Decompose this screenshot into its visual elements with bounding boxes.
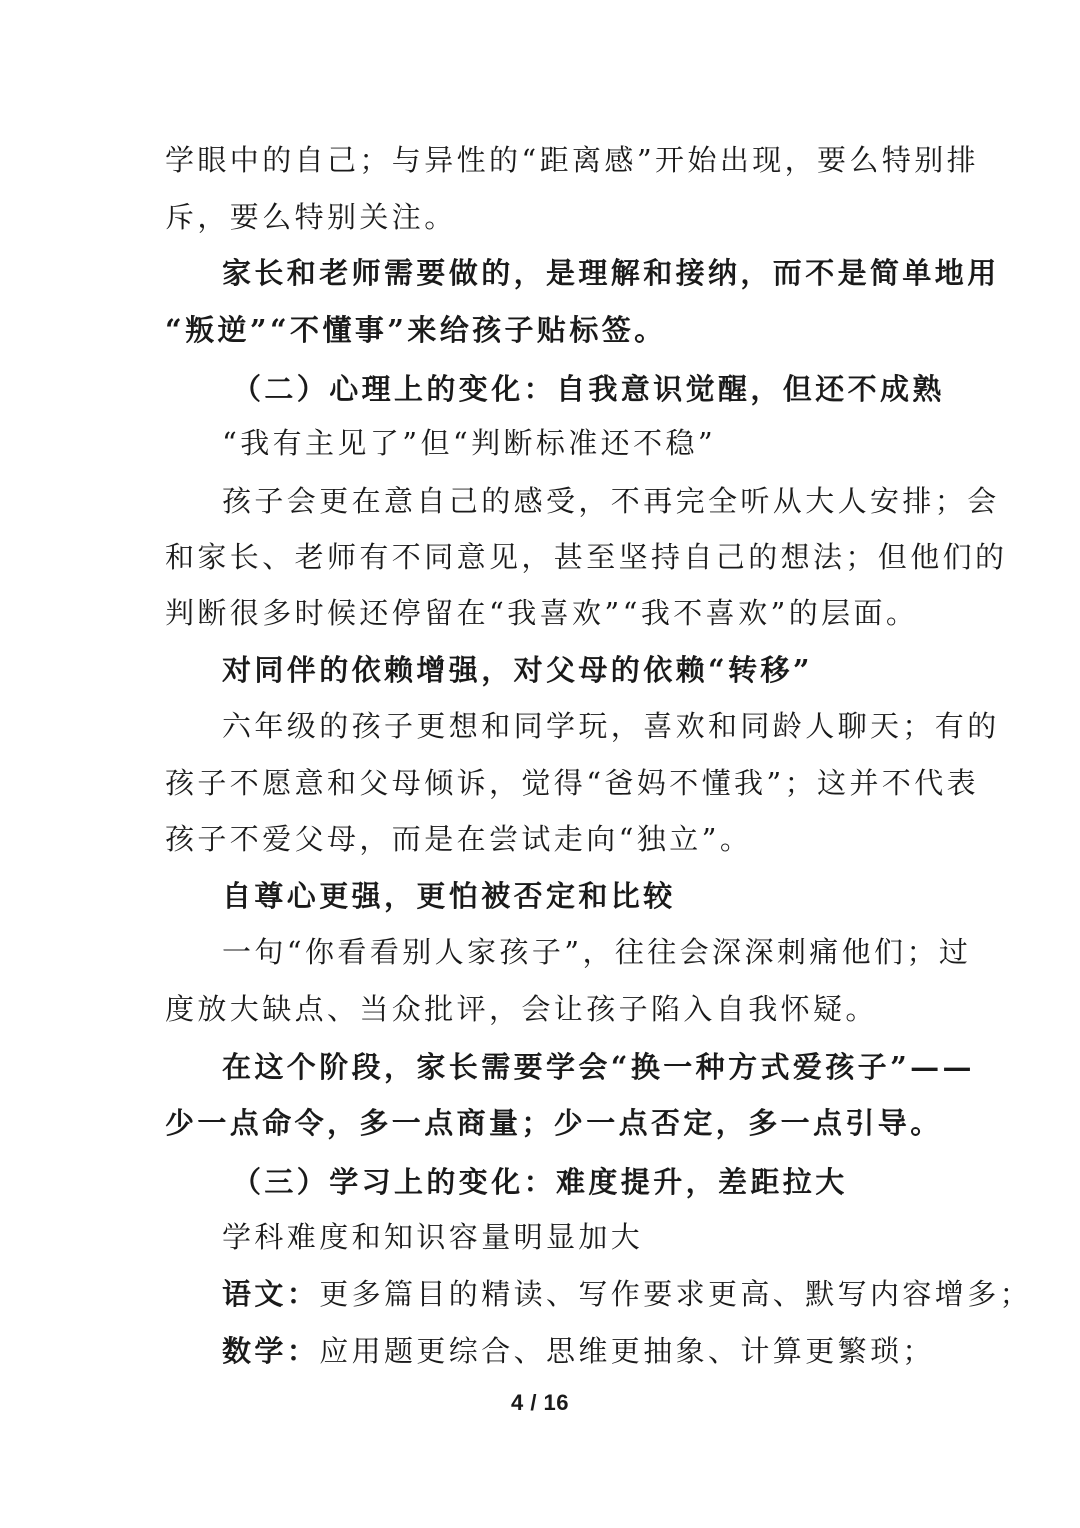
subheading: 对同伴的依赖增强，对父母的依赖“转移” xyxy=(222,653,813,687)
paragraph-line: 孩子会更在意自己的感受，不再完全听从大人安排；会 xyxy=(222,484,1000,518)
subject-text: 更多篇目的精读、写作要求更高、默写内容增多； xyxy=(319,1277,1033,1311)
paragraph-line: 和家长、老师有不同意见，甚至坚持自己的想法；但他们的 xyxy=(165,540,1008,574)
page-number: 4 / 16 xyxy=(510,1390,570,1415)
subject-line-chinese xyxy=(222,1274,1032,1314)
paragraph-line: 学眼中的自己；与异性的“距离感”开始出现，要么特别排 xyxy=(165,143,980,177)
paragraph-line: 家长和老师需要做的，是理解和接纳，而不是简单地用 xyxy=(222,256,1000,290)
paragraph-line: 孩子不愿意和父母倾诉，觉得“爸妈不懂我”；这并不代表 xyxy=(165,766,980,800)
paragraph-line: 一句“你看看别人家孩子”，往往会深深刺痛他们；过 xyxy=(222,935,972,969)
subject-label: 语文： xyxy=(222,1277,320,1311)
paragraph-line: 斥，要么特别关注。 xyxy=(165,200,457,234)
paragraph-line: 孩子不爱父母，而是在尝试走向“独立”。 xyxy=(165,822,753,856)
section-heading: （二）心理上的变化：自我意识觉醒，但还不成熟 xyxy=(232,372,945,406)
subject-text: 应用题更综合、思维更抽象、计算更繁琐； xyxy=(319,1334,935,1368)
paragraph-line: 度放大缺点、当众批评，会让孩子陷入自我怀疑。 xyxy=(165,992,878,1026)
subject-line-math xyxy=(222,1331,935,1371)
paragraph-line: 在这个阶段，家长需要学会“换一种方式爱孩子”—— xyxy=(222,1050,975,1084)
paragraph-line: “叛逆”“不懂事”来给孩子贴标签。 xyxy=(165,313,667,347)
subheading: “我有主见了”但“判断标准还不稳” xyxy=(222,426,717,460)
paragraph-line: 六年级的孩子更想和同学玩，喜欢和同龄人聊天；有的 xyxy=(222,709,1000,743)
section-heading: （三）学习上的变化：难度提升，差距拉大 xyxy=(232,1165,848,1199)
paragraph-line: 判断很多时候还停留在“我喜欢”“我不喜欢”的层面。 xyxy=(165,596,919,630)
paragraph-line: 少一点命令，多一点商量；少一点否定，多一点引导。 xyxy=(165,1106,943,1140)
subheading: 自尊心更强，更怕被否定和比较 xyxy=(222,879,676,913)
subject-label: 数学： xyxy=(222,1334,320,1368)
subheading: 学科难度和知识容量明显加大 xyxy=(222,1220,644,1254)
